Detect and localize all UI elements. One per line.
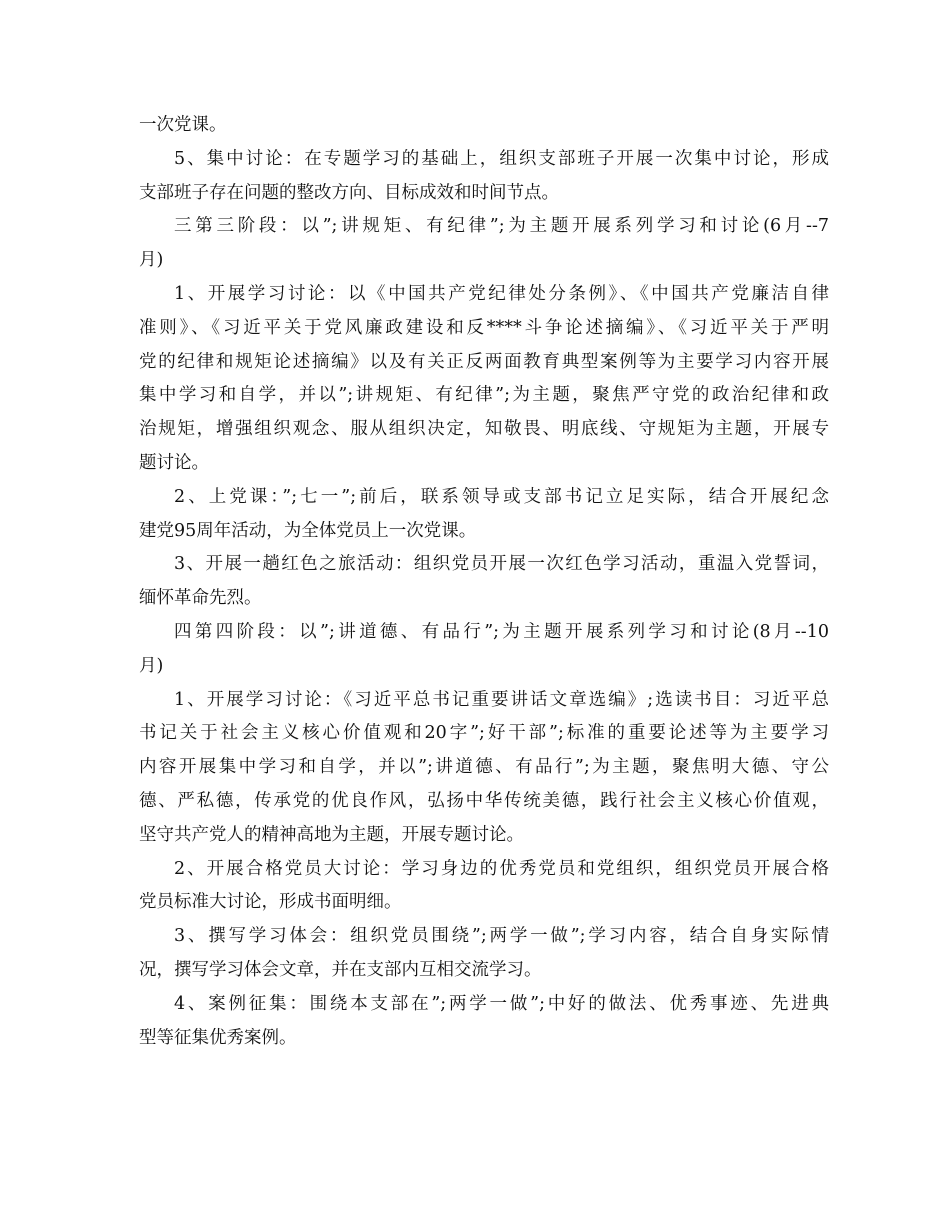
text-line: 型等征集优秀案例。 <box>139 1027 297 1048</box>
paragraph-stage-4-item-3 <box>139 920 829 988</box>
text-line: 2、上党课：”;七一”;前后，联系领导或支部书记立足实际，结合开展纪念 <box>174 486 829 507</box>
text-line: 党员标准大讨论，形成书面明细。 <box>139 892 402 913</box>
text-line: 党的纪律和规矩论述摘编》以及有关正反两面教育典型案例等为主要学习内容开展 <box>139 351 829 372</box>
paragraph-stage-3-item-3 <box>139 548 829 616</box>
text-line: 书记关于社会主义核心价值观和20字”;好干部”;标准的重要论述等为主要学习 <box>139 723 829 744</box>
text-line: 5、集中讨论：在专题学习的基础上，组织支部班子开展一次集中讨论，形成 <box>174 148 829 169</box>
paragraph-stage-3-item-2 <box>139 481 829 549</box>
text-line: 3、开展一趟红色之旅活动：组织党员开展一次红色学习活动，重温入党誓词， <box>174 554 829 575</box>
text-line: 月) <box>139 250 164 271</box>
paragraph-item-5-discussion <box>139 143 829 211</box>
text-line: 缅怀革命先烈。 <box>139 588 262 609</box>
text-line: 集中学习和自学，并以”;讲规矩、有纪律”;为主题，聚焦严守党的政治纪律和政 <box>139 385 829 406</box>
document-body <box>139 109 829 1055</box>
text-line: 题讨论。 <box>139 452 209 473</box>
section-heading-stage-4 <box>139 616 829 684</box>
text-line: 2、开展合格党员大讨论：学习身边的优秀党员和党组织，组织党员开展合格 <box>174 858 829 879</box>
text-line: 坚守共产党人的精神高地为主题，开展专题讨论。 <box>139 824 524 845</box>
text-line: 支部班子存在问题的整改方向、目标成效和时间节点。 <box>139 182 559 203</box>
paragraph-continuation <box>139 109 829 143</box>
text-line: 准则》、《习近平关于党风廉政建设和反****斗争论述摘编》、《习近平关于严明 <box>139 317 829 338</box>
text-line: 建党95周年活动，为全体党员上一次党课。 <box>139 520 477 541</box>
text-line: 1、开展学习讨论：以《中国共产党纪律处分条例》、《中国共产党廉洁自律 <box>174 283 829 304</box>
text-line: 3、撰写学习体会：组织党员围绕”;两学一做”;学习内容，结合自身实际情 <box>174 926 829 947</box>
text-line: 月) <box>139 655 164 676</box>
text-line: 内容开展集中学习和自学，并以”;讲道德、有品行”;为主题，聚焦明大德、守公 <box>139 757 829 778</box>
paragraph-stage-4-item-1 <box>139 684 829 853</box>
section-heading-stage-3 <box>139 210 829 278</box>
text-line: 德、严私德，传承党的优良作风，弘扬中华传统美德，践行社会主义核心价值观， <box>139 790 829 811</box>
text-line: 况，撰写学习体会文章，并在支部内互相交流学习。 <box>139 959 542 980</box>
paragraph-stage-4-item-2 <box>139 853 829 921</box>
text-line: 一次党课。 <box>139 115 227 135</box>
paragraph-stage-4-item-4 <box>139 988 829 1056</box>
text-line: 四第四阶段：以”;讲道德、有品行”;为主题开展系列学习和讨论(8月--10 <box>174 621 829 642</box>
paragraph-stage-3-item-1 <box>139 278 829 481</box>
text-line: 治规矩，增强组织观念、服从组织决定，知敬畏、明底线、守规矩为主题，开展专 <box>139 419 829 440</box>
text-line: 三第三阶段：以”;讲规矩、有纪律”;为主题开展系列学习和讨论(6月--7 <box>174 216 829 237</box>
text-line: 4、案例征集：围绕本支部在”;两学一做”;中好的做法、优秀事迹、先进典 <box>174 993 829 1014</box>
text-line: 1、开展学习讨论：《习近平总书记重要讲话文章选编》;选读书目：习近平总 <box>174 689 829 710</box>
